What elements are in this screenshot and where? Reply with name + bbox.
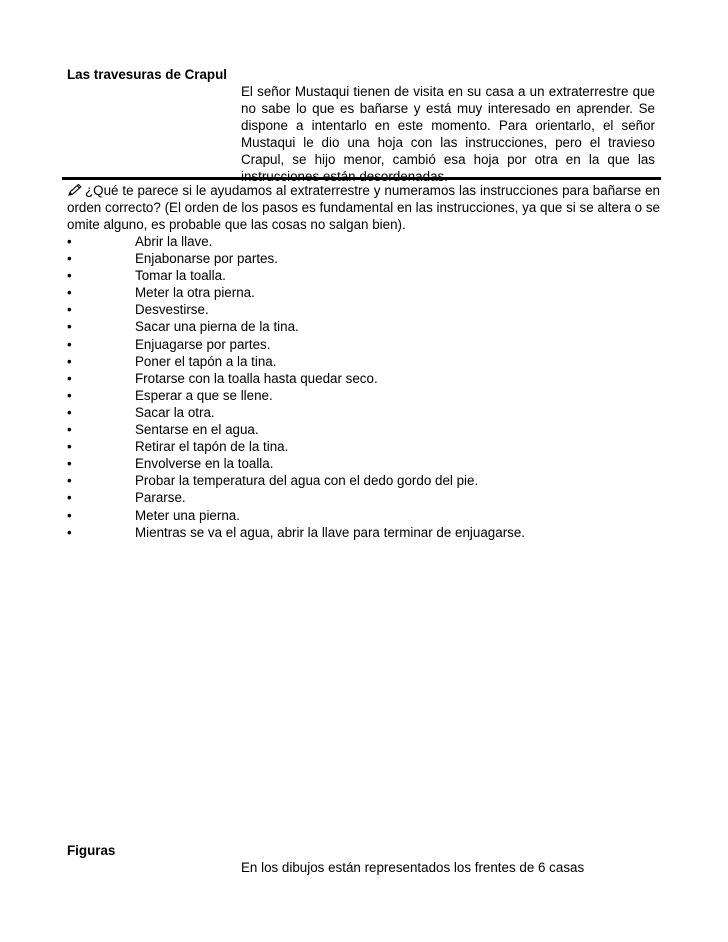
bullet-icon: • (67, 524, 72, 540)
step-text: Sacar la otra. (135, 404, 215, 420)
figuras-text: En los dibujos están representados los frentes de 6 casas (241, 860, 585, 875)
step-text: Meter la otra pierna. (135, 285, 255, 301)
bullet-icon: • (67, 370, 72, 386)
step-text: Meter una pierna. (135, 507, 240, 523)
list-item (67, 404, 667, 421)
section-title: Las travesuras de Crapul (67, 67, 228, 82)
bullet-icon: • (67, 456, 72, 472)
intro-paragraph: El señor Mustaqui tienen de visita en su casa a un extraterrestre que no sabe lo que es bañarse y está muy interesado en aprender. Se dispone a intentarlo en este momento. Para orientarlo, el señor Mustaqui le dio una hoja con las instrucciones, pero el travieso Crapul, se hijo menor, cambió esa hoja por otra en la que las instrucciones están desordenadas. (241, 84, 655, 184)
step-text: Esperar a que se llene. (135, 387, 273, 403)
bullet-icon: • (67, 422, 72, 438)
list-item (67, 387, 667, 404)
list-item (67, 524, 667, 541)
step-text: Abrir la llave. (135, 234, 213, 249)
bullet-icon: • (67, 336, 72, 352)
list-item (67, 284, 667, 301)
bullet-icon: • (67, 404, 72, 420)
step-text: Mientras se va el agua, abrir la llave para terminar de enjuagarse. (135, 524, 526, 540)
bullet-icon: • (67, 234, 72, 249)
step-text: Envolverse en la toalla. (135, 456, 274, 472)
list-item (67, 233, 667, 250)
list-item (67, 421, 667, 438)
instruction-list (67, 233, 667, 541)
bullet-icon: • (67, 319, 72, 335)
bullet-icon: • (67, 387, 72, 403)
step-text: Desvestirse. (135, 302, 209, 318)
list-item (67, 318, 667, 335)
step-text: Frotarse con la toalla hasta quedar seco. (135, 370, 378, 386)
list-item (67, 267, 667, 284)
bullet-icon: • (67, 490, 72, 506)
step-text: Poner el tapón a la tina. (135, 353, 277, 369)
list-item (67, 370, 667, 387)
divider-line (62, 177, 661, 180)
question-paragraph (67, 182, 660, 233)
list-item (67, 250, 667, 267)
step-text: Pararse. (135, 490, 186, 506)
bullet-icon: • (67, 251, 72, 267)
list-item (67, 353, 667, 370)
list-item (67, 455, 667, 472)
step-text: Probar la temperatura del agua con el dedo gordo del pie. (135, 473, 479, 489)
pencil-icon (67, 183, 83, 197)
list-item (67, 489, 667, 506)
bullet-icon: • (67, 507, 72, 523)
step-text: Sacar una pierna de la tina. (135, 319, 299, 335)
step-text: Enjuagarse por partes. (135, 336, 271, 352)
list-item (67, 438, 667, 455)
bullet-icon: • (67, 353, 72, 369)
figuras-title: Figuras (67, 843, 116, 858)
step-text: Enjabonarse por partes. (135, 251, 278, 267)
bullet-icon: • (67, 302, 72, 318)
bullet-icon: • (67, 439, 72, 455)
bullet-icon: • (67, 268, 72, 284)
bullet-icon: • (67, 473, 72, 489)
step-text: Retirar el tapón de la tina. (135, 439, 289, 455)
question-text: ¿Qué te parece si le ayudamos al extraterrestre y numeramos las instrucciones para bañarse en orden correcto? (El orden de los pasos es fundamental en las instrucciones, ya que si se altera o se omite alguno, es probable que las cosas no salgan bien). (67, 183, 660, 232)
list-item (67, 472, 667, 489)
list-item (67, 301, 667, 318)
step-text: Tomar la toalla. (135, 268, 226, 284)
list-item (67, 507, 667, 524)
list-item (67, 336, 667, 353)
step-text: Sentarse en el agua. (135, 422, 259, 438)
bullet-icon: • (67, 285, 72, 301)
